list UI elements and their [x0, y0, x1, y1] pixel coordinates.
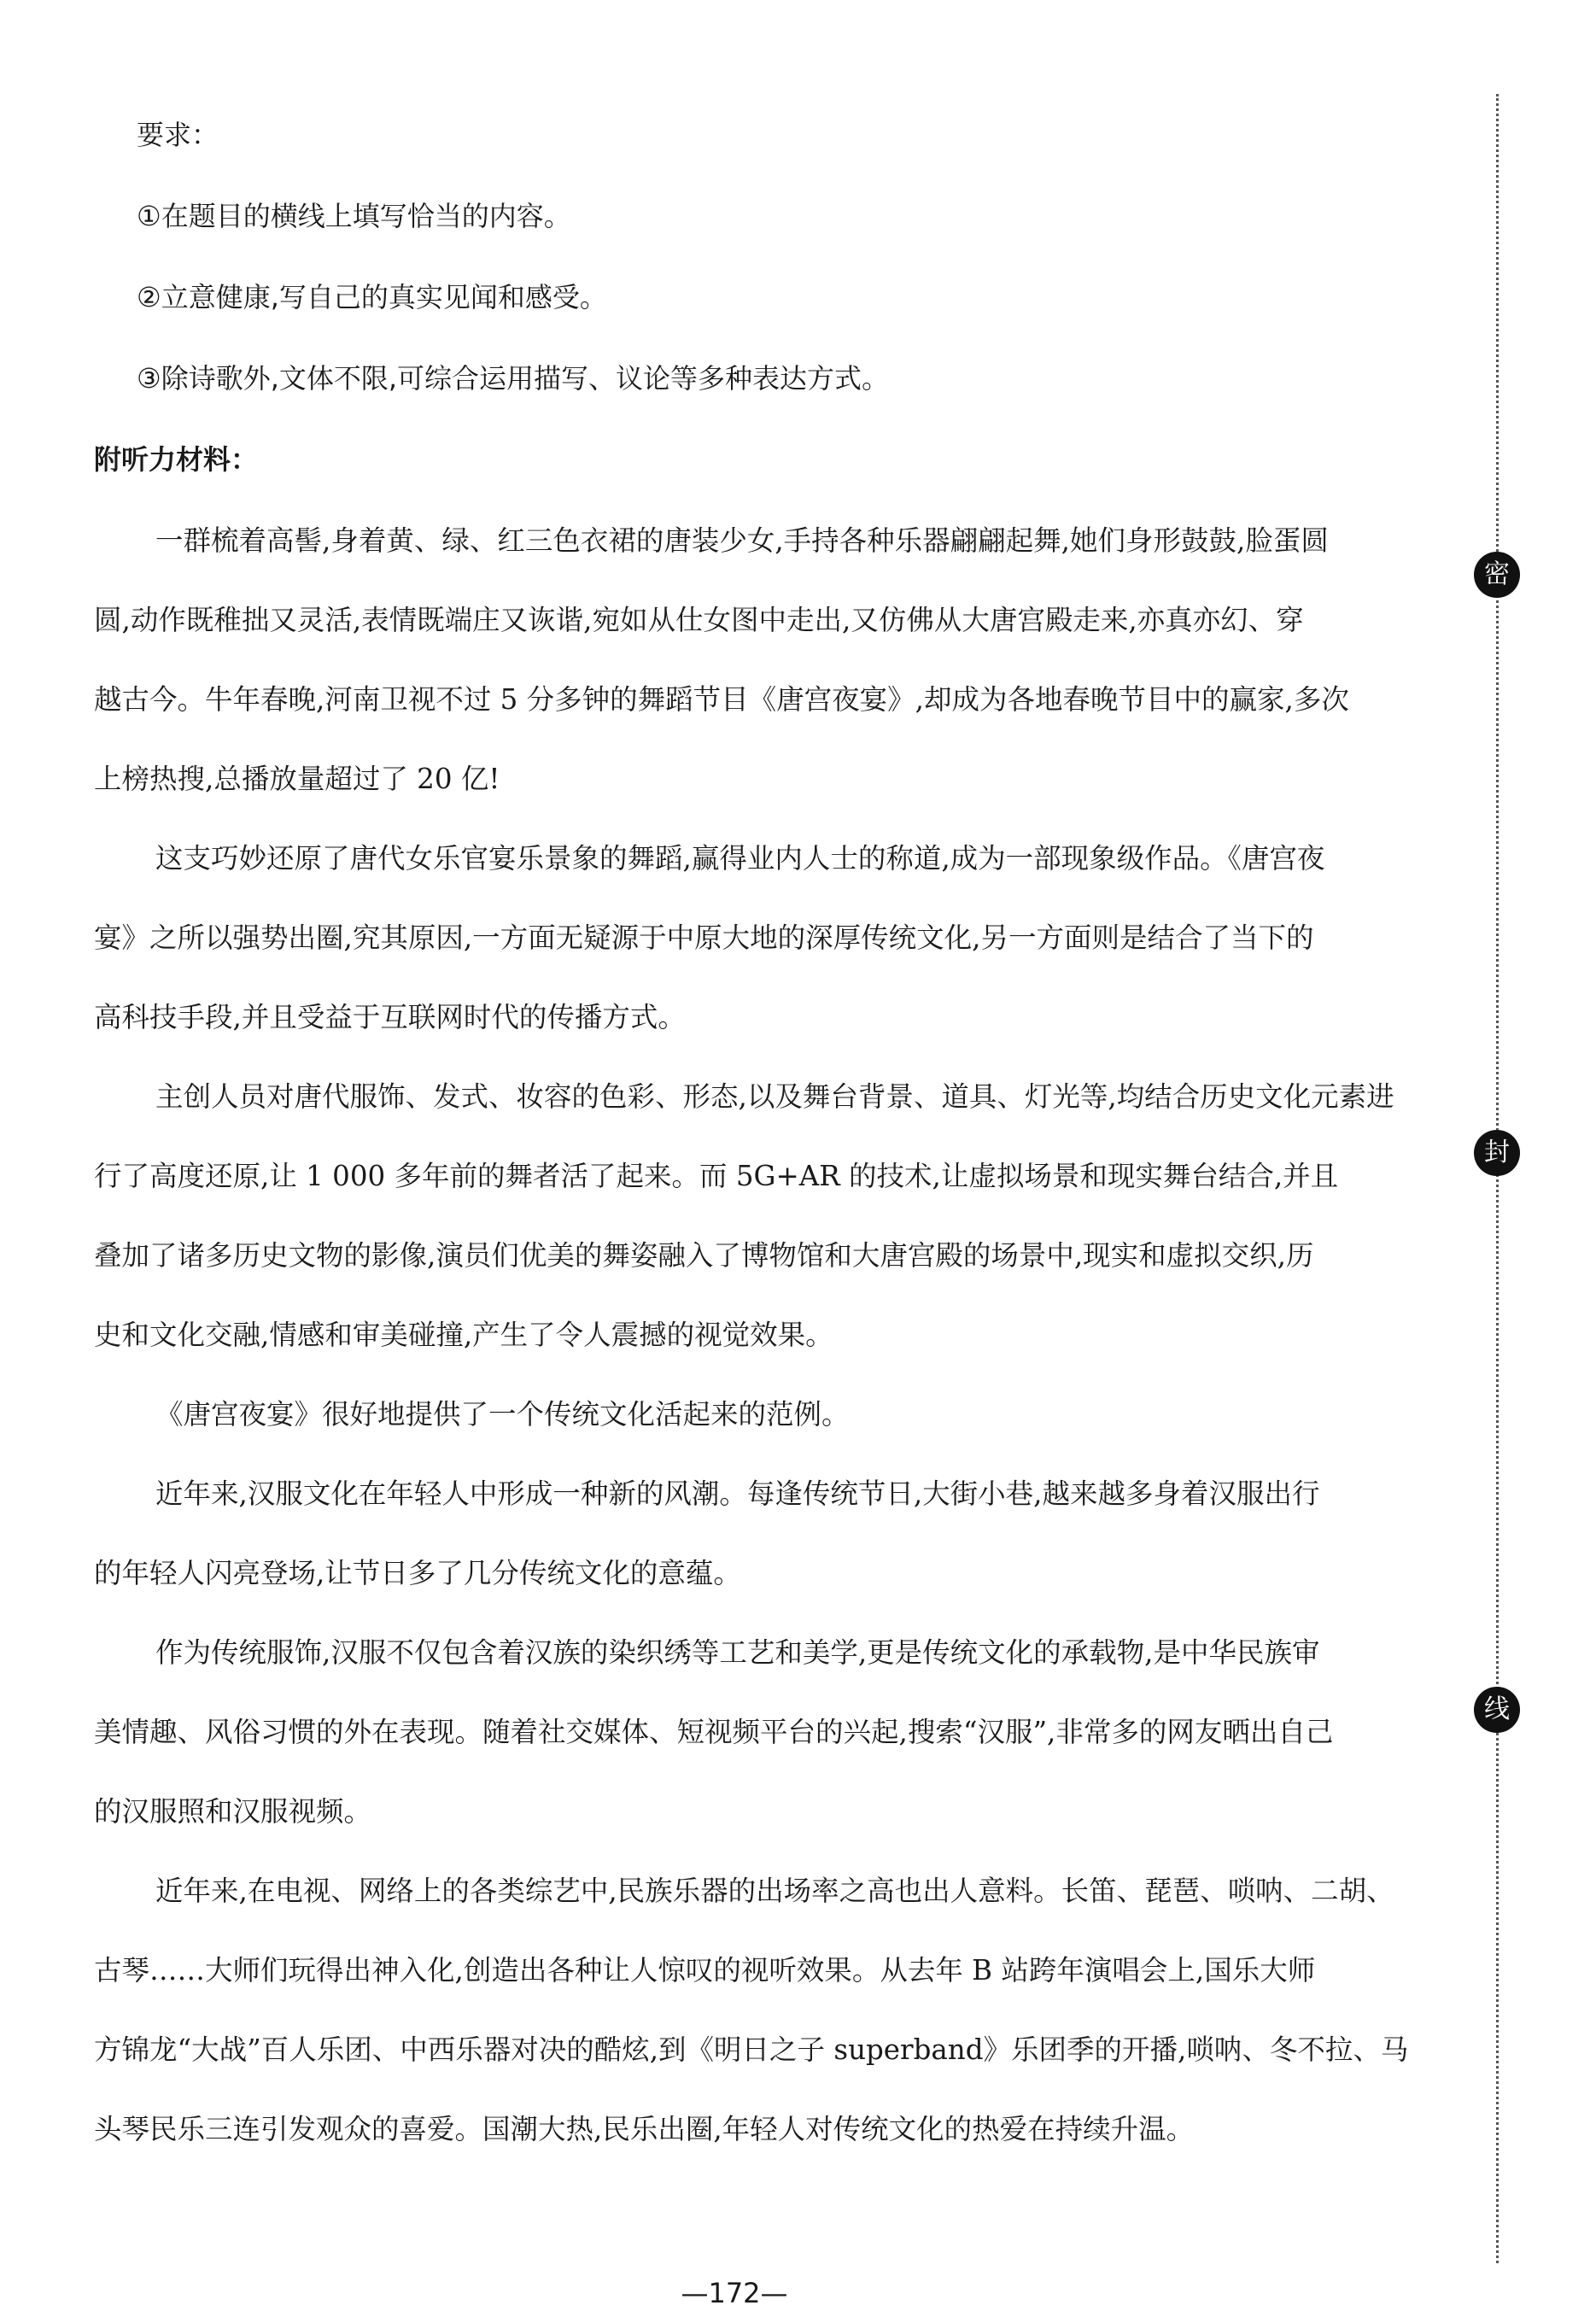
text-line: 古琴……大师们玩得出神入化,创造出各种让人惊叹的视听效果。从去年 B 站跨年演唱会上,国乐大师 [94, 1954, 1316, 1987]
text-line: 高科技手段,并且受益于互联网时代的传播方式。 [94, 1001, 686, 1033]
binding-mark-xian: 线 [1474, 1687, 1520, 1733]
text-line: 叠加了诸多历史文物的影像,演员们优美的舞姿融入了博物馆和大唐宫殿的场景中,现实和虚拟交织,历 [94, 1239, 1314, 1272]
text-line: 这支巧妙还原了唐代女乐官宴乐景象的舞蹈,赢得业内人士的称道,成为一部现象级作品。《唐宫夜 [155, 842, 1325, 875]
text-line: 行了高度还原,让 1 000 多年前的舞者活了起来。而 5G+AR 的技术,让虚拟场景和现实舞台结合,并且 [94, 1160, 1339, 1192]
binding-mark-mi: 密 [1474, 552, 1520, 598]
text-line: 近年来,汉服文化在年轻人中形成一种新的风潮。每逢传统节日,大街小巷,越来越多身着汉服出行 [155, 1477, 1320, 1510]
text-line: 圆,动作既稚拙又灵活,表情既端庄又诙谐,宛如从仕女图中走出,又仿佛从大唐宫殿走来,亦真亦幻、穿 [94, 604, 1304, 636]
binding-mark-feng: 封 [1474, 1130, 1520, 1176]
text-line: 一群梳着高髻,身着黄、绿、红三色衣裙的唐装少女,手持各种乐器翩翩起舞,她们身形鼓鼓,脸蛋圆 [155, 524, 1329, 557]
binding-line [1496, 94, 1499, 2263]
text-line: 主创人员对唐代服饰、发式、妆容的色彩、形态,以及舞台背景、道具、灯光等,均结合历史文化元素进 [155, 1080, 1394, 1113]
text-line: 史和文化交融,情感和审美碰撞,产生了令人震撼的视觉效果。 [94, 1319, 833, 1351]
text-line: 越古今。牛年春晚,河南卫视不过 5 分多钟的舞蹈节目《唐宫夜宴》,却成为各地春晚节目中的赢家,多次 [94, 683, 1349, 716]
text-line: 宴》之所以强势出圈,究其原因,一方面无疑源于中原大地的深厚传统文化,另一方面则是结合了当下的 [94, 922, 1314, 954]
text-line: 近年来,在电视、网络上的各类综艺中,民族乐器的出场率之高也出人意料。长笛、琵琶、唢呐、二胡、 [155, 1875, 1394, 1907]
text-line: 方锦龙“大战”百人乐团、中西乐器对决的酷炫,到《明日之子 superband》乐团季的开播,唢呐、冬不拉、马 [94, 2033, 1409, 2066]
requirement-item-3: ③除诗歌外,文体不限,可综合运用描写、议论等多种表达方式。 [137, 362, 890, 395]
requirement-item-2: ②立意健康,写自己的真实见闻和感受。 [137, 281, 607, 313]
text-line: 头琴民乐三连引发观众的喜爱。国潮大热,民乐出圈,年轻人对传统文化的热爱在持续升温。 [94, 2113, 1195, 2145]
requirements-title: 要求： [137, 119, 219, 151]
requirement-item-1: ①在题目的横线上填写恰当的内容。 [137, 200, 571, 232]
appendix-heading: 附听力材料： [94, 443, 259, 476]
text-line: 《唐宫夜宴》很好地提供了一个传统文化活起来的范例。 [155, 1398, 850, 1431]
page-number: —172— [681, 2277, 788, 2309]
text-line: 的汉服照和汉服视频。 [94, 1795, 372, 1828]
text-line: 的年轻人闪亮登场,让节日多了几分传统文化的意蕴。 [94, 1557, 741, 1589]
text-line: 作为传统服饰,汉服不仅包含着汉族的染织绣等工艺和美学,更是传统文化的承载物,是中华民族审 [155, 1636, 1320, 1669]
text-line: 上榜热搜,总播放量超过了 20 亿! [94, 763, 500, 795]
text-line: 美情趣、风俗习惯的外在表现。随着社交媒体、短视频平台的兴起,搜索“汉服”,非常多的网友晒出自己 [94, 1716, 1334, 1748]
